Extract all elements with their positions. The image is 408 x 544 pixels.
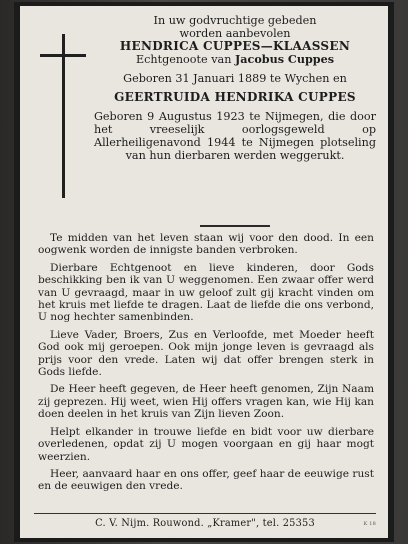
card-content xyxy=(34,14,376,532)
memorial-card xyxy=(14,2,394,542)
paragraph-3: Lieve Vader, Broers, Zus en Verloofde, met Moeder heeft God ook mij geroepen. Ook mijn jonge leven is gevraagd als prijs voor den vrede. Laten wij dat offer brengen sterk in Gods liefde. xyxy=(38,328,374,379)
birth-line-1: Geboren 31 Januari 1889 te Wychen en xyxy=(123,72,347,85)
print-code: K 18 xyxy=(363,521,376,527)
card-header xyxy=(94,14,376,162)
intro-line-2: worden aanbevolen xyxy=(179,27,291,40)
card-body xyxy=(38,232,374,498)
cross-icon-horizontal xyxy=(40,54,86,57)
cross-icon-vertical xyxy=(62,34,65,198)
spouse-line xyxy=(94,53,376,66)
printer-footer xyxy=(34,518,376,530)
paragraph-4: De Heer heeft gegeven, de Heer heeft genomen, Zijn Naam zij geprezen. Hij weet, wien Hij offers vragen kan, wie Hij kan doen deelen in het kruis van Zijn lieven Zoon. xyxy=(38,383,374,421)
paragraph-5: Helpt elkander in trouwe liefde en bidt voor uw dierbare overledenen, opdat zij U mogen voorgaan en gij haar mogt weerzien. xyxy=(38,425,374,463)
intro-line-1: In uw godvruchtige gebeden xyxy=(153,14,317,27)
deceased-name-2: GEERTRUIDA HENDRIKA CUPPES xyxy=(114,90,356,104)
paragraph-2: Dierbare Echtgenoot en lieve kinderen, door Gods beschikking ben ik van U weggenomen. Een zwaar offer werd van U gevraagd, maar in uw geloof zult gij kracht vinden om het kruis met liefde te dragen. Laat de liefde die ons verbond, U nog hechter samenbinden. xyxy=(38,261,374,324)
spouse-name: Jacobus Cuppes xyxy=(234,52,335,66)
paragraph-1: Te midden van het leven staan wij voor den dood. In een oogwenk worden de innigste banden verbroken. xyxy=(38,232,374,257)
divider xyxy=(200,225,270,227)
paragraph-6: Heer, aanvaard haar en ons offer, geef haar de eeuwige rust en de eeuwigen den vrede. xyxy=(38,467,374,493)
spouse-prefix: Echtgenoote van xyxy=(135,53,232,66)
printer-credit: C. V. Nijm. Rouwond. „Kramer", tel. 25353 xyxy=(95,518,315,529)
birth-line-2: Geboren 9 Augustus 1923 te Nijmegen, die door het vreeselijk oorlogsgeweld op Allerheiligenavond 1944 te Nijmegen plotseling van hun dierbaren werden weggerukt. xyxy=(94,110,376,162)
footer-divider xyxy=(34,513,376,514)
deceased-name-1: HENDRICA CUPPES—KLAASSEN xyxy=(119,39,351,53)
